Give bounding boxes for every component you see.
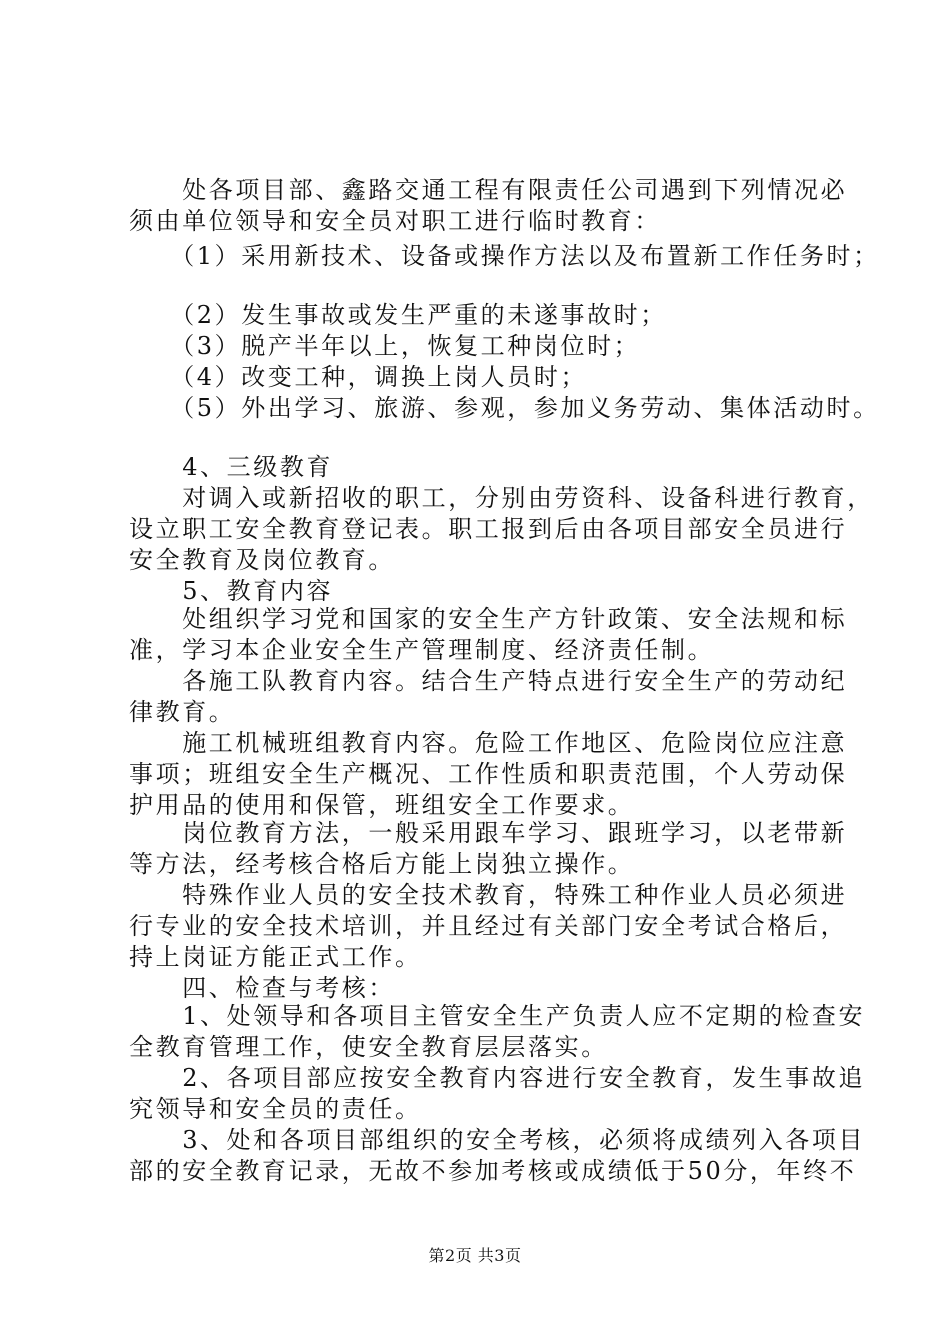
text-line: （5）外出学习、旅游、参观，参加义务劳动、集体活动时。 <box>129 394 880 422</box>
text-line: 律教育。 <box>129 698 236 726</box>
text-line: 行专业的安全技术培训，并且经过有关部门安全考试合格后， <box>129 912 848 940</box>
text-line: 各施工队教育内容。结合生产特点进行安全生产的劳动纪 <box>129 667 848 695</box>
text-line: 设立职工安全教育登记表。职工报到后由各项目部安全员进行 <box>129 515 848 543</box>
section-heading: 5、教育内容 <box>129 577 334 605</box>
text-line: 处组织学习党和国家的安全生产方针政策、安全法规和标 <box>129 605 848 633</box>
text-line: 对调入或新招收的职工，分别由劳资科、设备科进行教育， <box>129 484 874 512</box>
text-line: 部的安全教育记录，无故不参加考核或成绩低于50分，年终不 <box>129 1157 857 1185</box>
text-line: 须由单位领导和安全员对职工进行临时教育： <box>129 207 661 235</box>
text-line: （3）脱产半年以上，恢复工种岗位时； <box>129 332 641 360</box>
text-line: 安全教育及岗位教育。 <box>129 546 395 574</box>
text-line: （1）采用新技术、设备或操作方法以及布置新工作任务时； <box>129 242 880 270</box>
text-line: 准，学习本企业安全生产管理制度、经济责任制。 <box>129 636 715 664</box>
text-line: 护用品的使用和保管，班组安全工作要求。 <box>129 791 635 819</box>
text-line: 岗位教育方法，一般采用跟车学习、跟班学习，以老带新 <box>129 819 848 847</box>
text-line: 1、处领导和各项目主管安全生产负责人应不定期的检查安 <box>129 1002 866 1030</box>
text-line: （2）发生事故或发生严重的未遂事故时； <box>129 301 667 329</box>
text-line: 全教育管理工作，使安全教育层层落实。 <box>129 1033 608 1061</box>
text-line: 2、各项目部应按安全教育内容进行安全教育，发生事故追 <box>129 1064 866 1092</box>
text-line: 等方法，经考核合格后方能上岗独立操作。 <box>129 850 635 878</box>
text-line: 3、处和各项目部组织的安全考核，必须将成绩列入各项目 <box>129 1126 866 1154</box>
text-line: 究领导和安全员的责任。 <box>129 1095 422 1123</box>
section-heading: 四、检查与考核： <box>129 974 395 1002</box>
text-line: 处各项目部、鑫路交通工程有限责任公司遇到下列情况必 <box>129 176 848 204</box>
text-line: 施工机械班组教育内容。危险工作地区、危险岗位应注意 <box>129 729 848 757</box>
section-heading: 4、三级教育 <box>129 453 334 481</box>
page-number-footer: 第2页 共3页 <box>428 1246 522 1265</box>
text-line: （4）改变工种，调换上岗人员时； <box>129 363 588 391</box>
text-line: 事项；班组安全生产概况、工作性质和职责范围，个人劳动保 <box>129 760 848 788</box>
text-line: 持上岗证方能正式工作。 <box>129 943 422 971</box>
text-line: 特殊作业人员的安全技术教育，特殊工种作业人员必须进 <box>129 881 848 909</box>
